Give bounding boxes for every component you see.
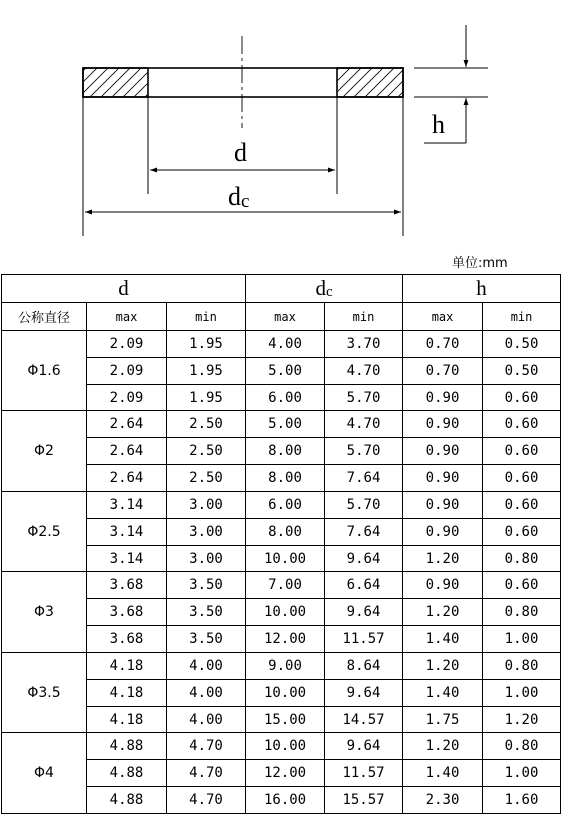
dc-min-cell: 3.70	[325, 331, 403, 358]
h-min-cell: 1.00	[483, 626, 561, 653]
h-max-cell: 0.90	[403, 438, 483, 465]
d-min-cell: 3.00	[167, 518, 246, 545]
washer-section-drawing	[0, 0, 561, 240]
d-max-cell: 3.68	[87, 599, 167, 626]
h-min-cell: 0.60	[483, 438, 561, 465]
header-dc: dc	[246, 275, 403, 303]
h-max-cell: 1.20	[403, 599, 483, 626]
d-min-cell: 3.00	[167, 491, 246, 518]
h-max-cell: 0.70	[403, 357, 483, 384]
header-nominal-diameter: 公称直径	[2, 303, 87, 331]
header-d: d	[2, 275, 246, 303]
dc-min-cell: 9.64	[325, 599, 403, 626]
dc-min-cell: 5.70	[325, 491, 403, 518]
dc-min-cell: 15.57	[325, 787, 403, 814]
dc-max-cell: 6.00	[246, 384, 325, 411]
dc-min-cell: 14.57	[325, 706, 403, 733]
dc-max-cell: 16.00	[246, 787, 325, 814]
dc-min-cell: 11.57	[325, 626, 403, 653]
sub-header-row	[2, 303, 561, 331]
group-header-row	[2, 275, 561, 303]
d-label: d	[234, 138, 247, 167]
table-row	[2, 331, 561, 358]
d-min-cell: 4.00	[167, 652, 246, 679]
h-max-cell: 1.40	[403, 626, 483, 653]
nominal-diameter-cell: Φ4	[2, 733, 87, 814]
header-dc-max: max	[246, 303, 325, 331]
d-max-cell: 2.09	[87, 357, 167, 384]
d-max-cell: 3.14	[87, 545, 167, 572]
dimension-h	[414, 25, 488, 143]
nominal-diameter-cell: Φ3	[2, 572, 87, 652]
dc-min-cell: 9.64	[325, 679, 403, 706]
unit-label: 单位:mm	[452, 256, 508, 271]
d-min-cell: 1.95	[167, 331, 246, 358]
table-row	[2, 411, 561, 438]
h-min-cell: 0.50	[483, 357, 561, 384]
h-min-cell: 1.00	[483, 760, 561, 787]
table-body	[2, 331, 561, 814]
h-max-cell: 2.30	[403, 787, 483, 814]
dc-min-cell: 5.70	[325, 438, 403, 465]
dc-min-cell: 4.70	[325, 411, 403, 438]
header-h-max: max	[403, 303, 483, 331]
header-h-min: min	[483, 303, 561, 331]
h-min-cell: 0.60	[483, 572, 561, 599]
nominal-diameter-cell: Φ1.6	[2, 331, 87, 411]
dc-max-cell: 10.00	[246, 679, 325, 706]
h-label: h	[432, 110, 445, 139]
d-min-cell: 2.50	[167, 438, 246, 465]
dc-max-cell: 8.00	[246, 438, 325, 465]
h-max-cell: 1.20	[403, 652, 483, 679]
washer-body	[83, 68, 403, 97]
h-min-cell: 0.60	[483, 411, 561, 438]
h-max-cell: 1.75	[403, 706, 483, 733]
d-min-cell: 2.50	[167, 465, 246, 492]
dc-max-cell: 9.00	[246, 652, 325, 679]
dc-max-cell: 12.00	[246, 760, 325, 787]
nominal-diameter-cell: Φ2	[2, 411, 87, 491]
dc-min-cell: 7.64	[325, 465, 403, 492]
h-max-cell: 0.90	[403, 572, 483, 599]
dc-min-cell: 9.64	[325, 545, 403, 572]
d-min-cell: 3.50	[167, 572, 246, 599]
h-min-cell: 1.20	[483, 706, 561, 733]
d-max-cell: 4.88	[87, 760, 167, 787]
h-min-cell: 0.80	[483, 652, 561, 679]
header-h: h	[403, 275, 561, 303]
dc-max-cell: 10.00	[246, 545, 325, 572]
h-min-cell: 0.60	[483, 491, 561, 518]
d-max-cell: 4.88	[87, 733, 167, 760]
d-min-cell: 4.70	[167, 787, 246, 814]
d-min-cell: 1.95	[167, 384, 246, 411]
dc-max-cell: 12.00	[246, 626, 325, 653]
d-min-cell: 4.70	[167, 760, 246, 787]
header-d-min: min	[167, 303, 246, 331]
dc-min-cell: 9.64	[325, 733, 403, 760]
d-min-cell: 4.00	[167, 679, 246, 706]
h-max-cell: 1.40	[403, 760, 483, 787]
h-max-cell: 0.90	[403, 465, 483, 492]
dc-max-cell: 15.00	[246, 706, 325, 733]
d-min-cell: 2.50	[167, 411, 246, 438]
dc-max-cell: 5.00	[246, 411, 325, 438]
h-min-cell: 0.80	[483, 545, 561, 572]
dc-max-cell: 5.00	[246, 357, 325, 384]
dc-min-cell: 7.64	[325, 518, 403, 545]
h-min-cell: 0.60	[483, 384, 561, 411]
d-max-cell: 2.09	[87, 331, 167, 358]
d-min-cell: 4.70	[167, 733, 246, 760]
left-hatched-section	[83, 68, 148, 97]
d-min-cell: 3.00	[167, 545, 246, 572]
d-max-cell: 2.64	[87, 465, 167, 492]
d-max-cell: 2.64	[87, 411, 167, 438]
dc-min-cell: 8.64	[325, 652, 403, 679]
d-max-cell: 4.18	[87, 706, 167, 733]
header-dc-min: min	[325, 303, 403, 331]
h-min-cell: 0.60	[483, 465, 561, 492]
dc-min-cell: 4.70	[325, 357, 403, 384]
dc-max-cell: 4.00	[246, 331, 325, 358]
dc-min-cell: 5.70	[325, 384, 403, 411]
d-max-cell: 2.09	[87, 384, 167, 411]
d-max-cell: 3.68	[87, 626, 167, 653]
dc-max-cell: 6.00	[246, 491, 325, 518]
dc-max-cell: 10.00	[246, 733, 325, 760]
h-max-cell: 1.20	[403, 545, 483, 572]
h-max-cell: 1.40	[403, 679, 483, 706]
h-min-cell: 1.60	[483, 787, 561, 814]
nominal-diameter-cell: Φ2.5	[2, 491, 87, 571]
d-min-cell: 3.50	[167, 626, 246, 653]
d-max-cell: 3.14	[87, 518, 167, 545]
h-max-cell: 0.90	[403, 411, 483, 438]
d-max-cell: 4.18	[87, 652, 167, 679]
h-max-cell: 0.90	[403, 491, 483, 518]
dc-min-cell: 11.57	[325, 760, 403, 787]
table-row	[2, 491, 561, 518]
h-max-cell: 1.20	[403, 733, 483, 760]
dc-label: dc	[228, 182, 250, 212]
dc-max-cell: 7.00	[246, 572, 325, 599]
dc-max-cell: 8.00	[246, 518, 325, 545]
h-max-cell: 0.70	[403, 331, 483, 358]
right-hatched-section	[337, 68, 403, 97]
header-d-max: max	[87, 303, 167, 331]
dc-min-cell: 6.64	[325, 572, 403, 599]
d-max-cell: 3.68	[87, 572, 167, 599]
dimension-table	[1, 274, 561, 814]
d-max-cell: 2.64	[87, 438, 167, 465]
nominal-diameter-cell: Φ3.5	[2, 652, 87, 732]
d-max-cell: 4.18	[87, 679, 167, 706]
d-min-cell: 1.95	[167, 357, 246, 384]
table-row	[2, 572, 561, 599]
table-row	[2, 733, 561, 760]
d-min-cell: 4.00	[167, 706, 246, 733]
dc-max-cell: 10.00	[246, 599, 325, 626]
h-min-cell: 0.80	[483, 733, 561, 760]
h-max-cell: 0.90	[403, 384, 483, 411]
h-min-cell: 0.50	[483, 331, 561, 358]
d-max-cell: 4.88	[87, 787, 167, 814]
d-max-cell: 3.14	[87, 491, 167, 518]
d-min-cell: 3.50	[167, 599, 246, 626]
dc-max-cell: 8.00	[246, 465, 325, 492]
table-row	[2, 652, 561, 679]
h-max-cell: 0.90	[403, 518, 483, 545]
h-min-cell: 1.00	[483, 679, 561, 706]
h-min-cell: 0.60	[483, 518, 561, 545]
h-min-cell: 0.80	[483, 599, 561, 626]
